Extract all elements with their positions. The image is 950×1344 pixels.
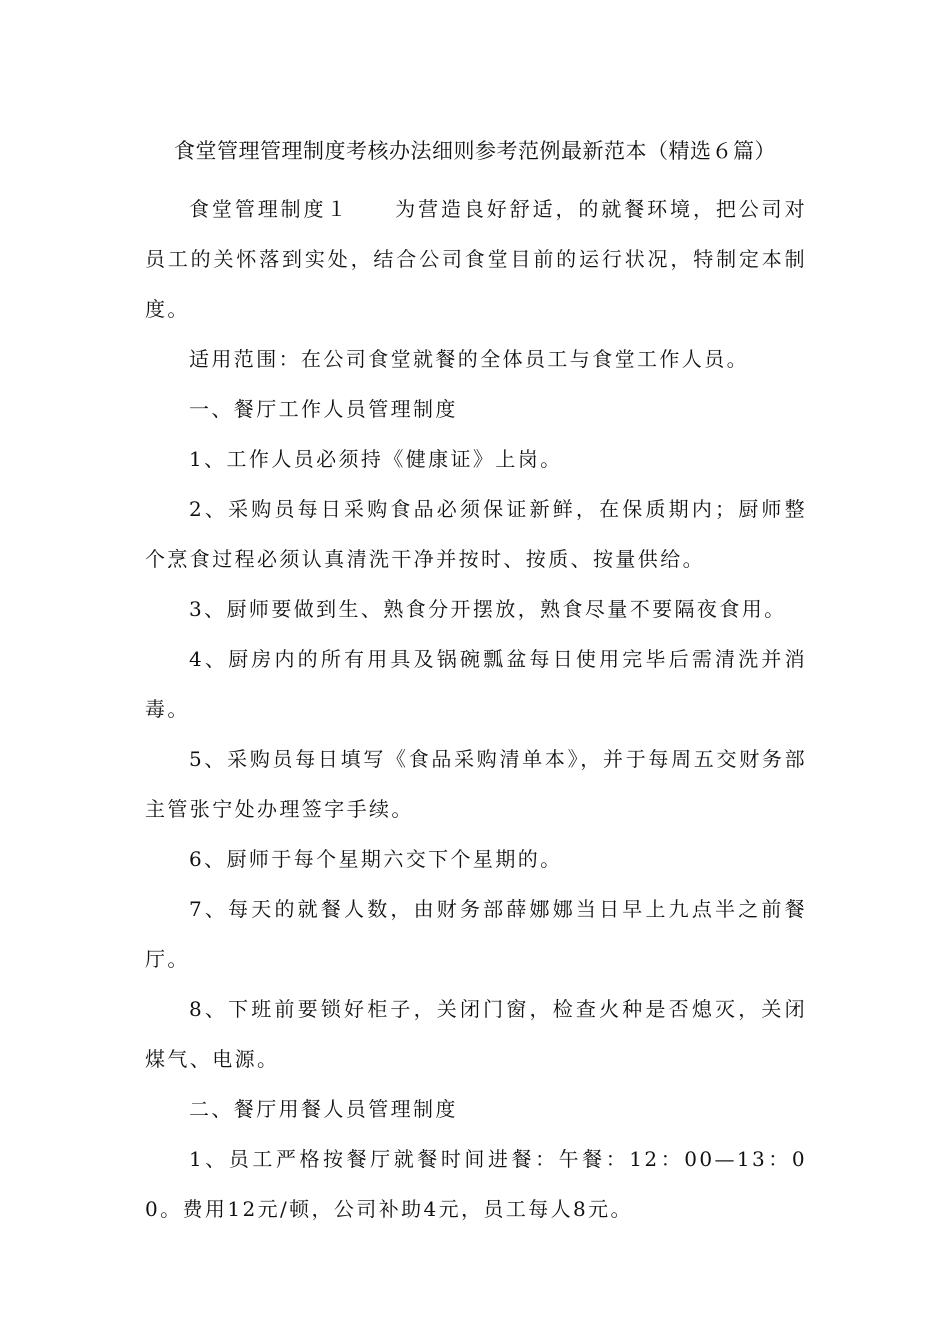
section-heading-staff-rules: 一、餐厅工作人员管理制度 — [189, 397, 458, 421]
document-body — [145, 184, 807, 1234]
list-item: 1、工作人员必须持《健康证》上岗。 — [189, 447, 563, 471]
list-item: 2、采购员每日采购食品必须保证新鲜，在保质期内；厨师整个烹食过程必须认真清洗干净并按时、按质、按量供给。 — [145, 497, 807, 571]
list-item: 6、厨师于每个星期六交下个星期的。 — [189, 847, 563, 871]
paragraph-scope: 适用范围：在公司食堂就餐的全体员工与食堂工作人员。 — [189, 347, 749, 371]
list-item: 8、下班前要锁好柜子，关闭门窗，检查火种是否熄灭，关闭煤气、电源。 — [145, 997, 807, 1071]
list-item: 7、每天的就餐人数，由财务部薛娜娜当日早上九点半之前餐厅。 — [145, 897, 807, 971]
list-item: 1、员工严格按餐厅就餐时间进餐：午餐：12：00—13：00。费用12元/顿，公司补助4元，员工每人8元。 — [145, 1147, 807, 1221]
list-item: 3、厨师要做到生、熟食分开摆放，熟食尽量不要隔夜食用。 — [189, 597, 787, 621]
document-title: 食堂管理管理制度考核办法细则参考范例最新范本（精选６篇） — [174, 139, 776, 163]
paragraph-intro: 食堂管理制度１ 为营造良好舒适，的就餐环境，把公司对员工的关怀落到实处，结合公司食堂目前的运行状况，特制定本制度。 — [145, 197, 807, 321]
list-item: 5、采购员每日填写《食品采购清单本》，并于每周五交财务部主管张宁处办理签字手续。 — [145, 747, 807, 821]
list-item: 4、厨房内的所有用具及锅碗瓢盆每日使用完毕后需清洗并消毒。 — [145, 647, 807, 721]
section-heading-diner-rules: 二、餐厅用餐人员管理制度 — [189, 1097, 458, 1121]
